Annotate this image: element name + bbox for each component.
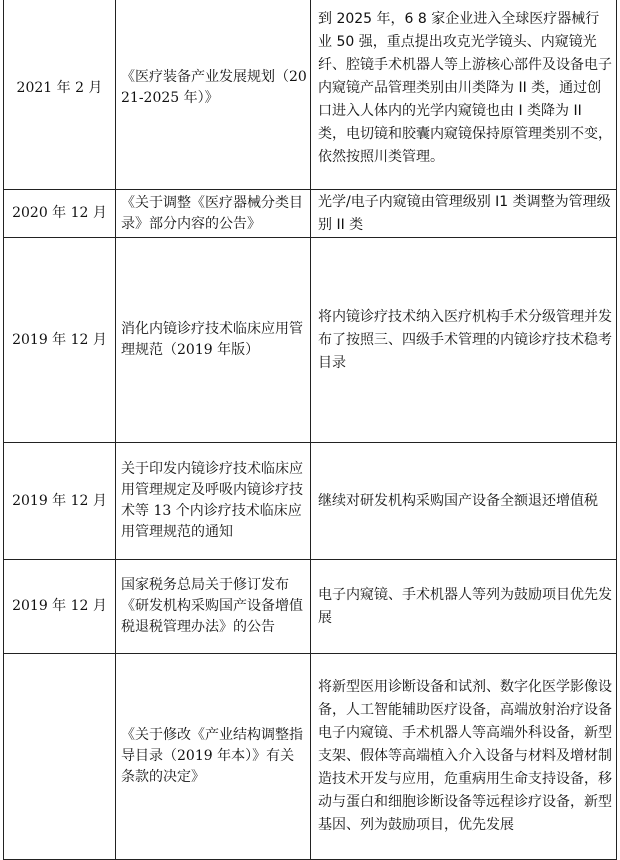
date-cell: 2019 年 12 月 — [4, 560, 116, 654]
document-cell: 《关于调整《医疗器械分类目录》部分内容的公告》 — [116, 190, 311, 238]
table-row — [4, 238, 617, 443]
content-cell: 电子内窥镜、手术机器人等列为鼓励项目优先发展 — [311, 560, 617, 654]
content-cell: 继续对研发机构采购国产设备全额退还增值税 — [311, 443, 617, 560]
date-cell: 2021 年 2 月 — [4, 0, 116, 190]
document-cell: 消化内镜诊疗技术临床应用管理规范（2019 年版） — [116, 238, 311, 443]
document-cell: 国家税务总局关于修订发布《研发机构采购国产设备增值税退税管理办法》的公告 — [116, 560, 311, 654]
table-row — [4, 560, 617, 654]
date-cell: 2019 年 12 月 — [4, 443, 116, 560]
content-cell: 将内镜诊疗技术纳入医疗机构手术分级管理并发布了按照三、四级手术管理的内镜诊疗技术稳考目录 — [311, 238, 617, 443]
content-cell: 将新型医用诊断设备和试剂、数字化医学影像设备，人工智能辅助医疗设备，高端放射治疗设备电子内窥镜、手术机器人等高端外科设备，新型支架、假体等高端植入介入设备与材料及增材制造技术开发与应用，危重病用生命支持设备，移动与蛋白和细胞诊断设备等远程诊疗设备，新型基因、列为鼓励项目，优先发展 — [311, 654, 617, 860]
date-cell: 2020 年 12 月 — [4, 190, 116, 238]
document-cell: 关于印发内镜诊疗技术临床应用管理规定及呼吸内镜诊疗技术等 13 个内诊疗技术临床应用管理规范的通知 — [116, 443, 311, 560]
content-cell: 到 2025 年，6 8 家企业进入全球医疗器械行业 50 强，重点提出攻克光学镜头、内窥镜光纤、腔镜手术机器人等上游核心部件及设备电子内窥镜产品管理类别由川类降为 II 类，通过创口进入人体内的光学内窥镜也由 I 类降为 II 类，电切镜和胶囊内窥镜保持原管理类别不变，依然按照川类管理。 — [311, 0, 617, 190]
table-row — [4, 190, 617, 238]
policy-table — [3, 0, 617, 860]
table-row — [4, 443, 617, 560]
content-cell: 光学/电子内窥镜由管理级别 I1 类调整为管理级别 II 类 — [311, 190, 617, 238]
table-row — [4, 0, 617, 190]
document-cell: 《关于修改《产业结构调整指导目录（2019 年本）》有关条款的决定》 — [116, 654, 311, 860]
date-cell: 2019 年 12 月 — [4, 238, 116, 443]
date-cell — [4, 654, 116, 860]
table-row — [4, 654, 617, 860]
document-cell: 《医疗装备产业发展规划（2021-2025 年）》 — [116, 0, 311, 190]
